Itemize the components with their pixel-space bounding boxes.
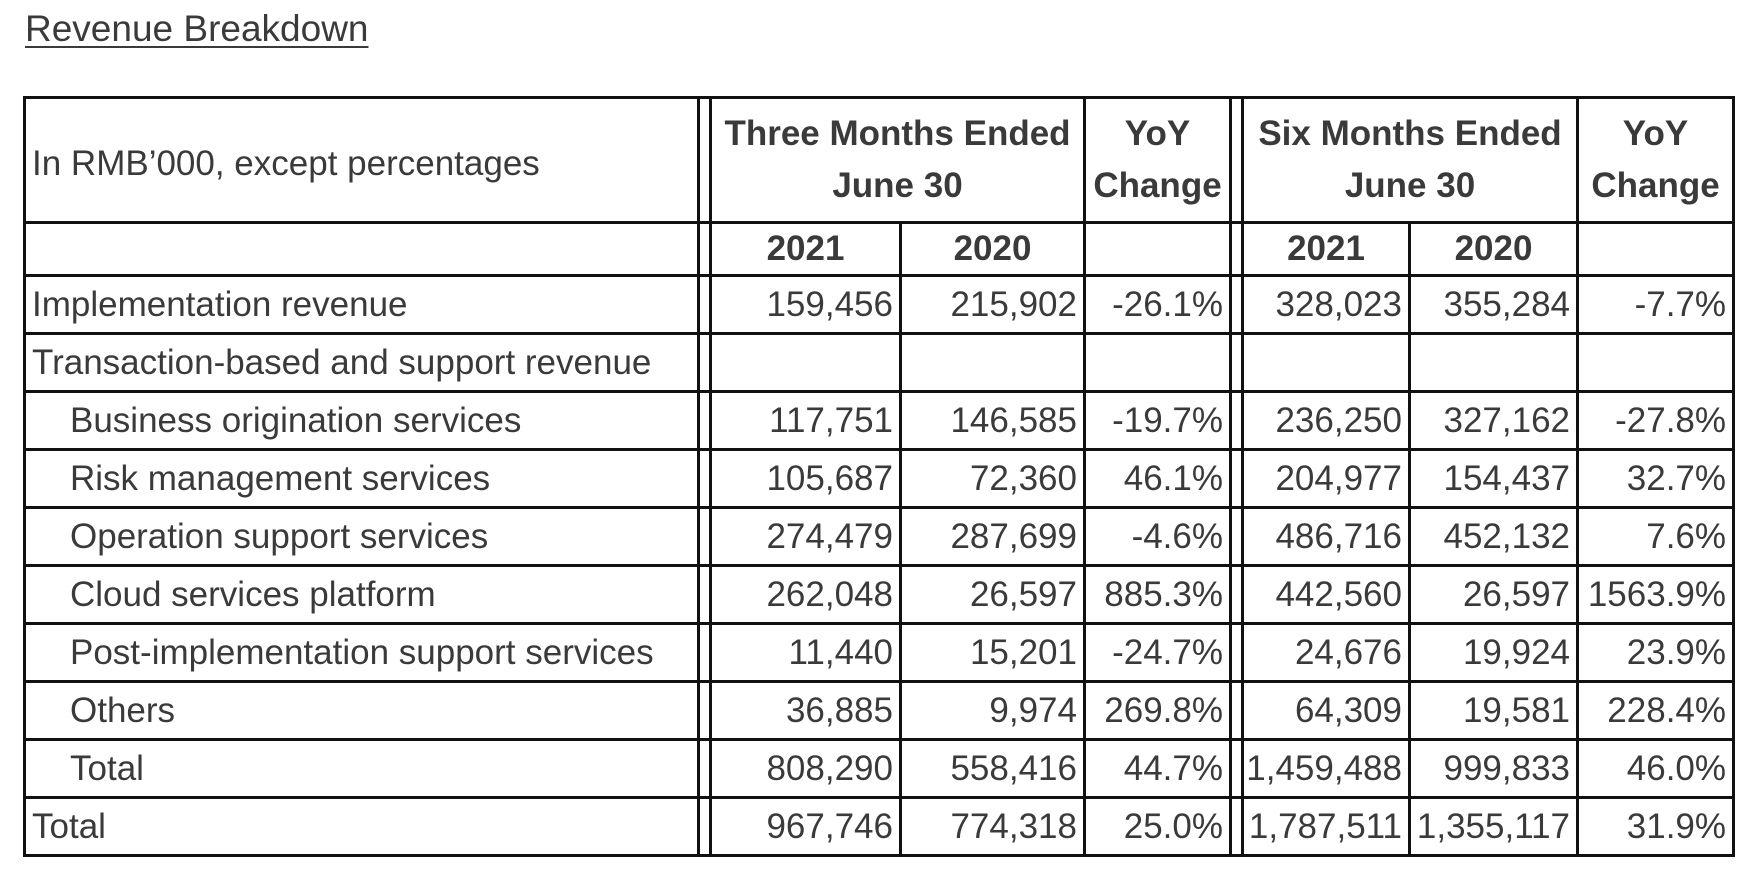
group-divider <box>1231 223 1243 276</box>
value-cell: 23.9% <box>1578 624 1734 682</box>
value-cell: 328,023 <box>1243 276 1410 334</box>
header-line: Six Months Ended <box>1258 114 1562 153</box>
year-header-3m-2020: 2020 <box>901 223 1085 276</box>
row-label: Total <box>25 798 699 856</box>
group-divider <box>699 276 711 334</box>
value-cell: 11,440 <box>711 624 901 682</box>
table-row <box>25 566 1734 624</box>
unit-label: In RMB’000, except percentages <box>25 98 699 223</box>
empty-cell <box>1578 223 1734 276</box>
year-header-6m-2021: 2021 <box>1243 223 1410 276</box>
value-cell: 72,360 <box>901 450 1085 508</box>
table-row <box>25 450 1734 508</box>
group-divider <box>1231 566 1243 624</box>
header-yoy-change-three-months <box>1085 98 1231 223</box>
value-cell: 262,048 <box>711 566 901 624</box>
value-cell: 1,355,117 <box>1410 798 1578 856</box>
header-row-years <box>25 223 1734 276</box>
group-divider <box>699 508 711 566</box>
value-cell: 64,309 <box>1243 682 1410 740</box>
table-body <box>25 276 1734 856</box>
value-cell <box>1578 334 1734 392</box>
value-cell: 26,597 <box>1410 566 1578 624</box>
value-cell: 452,132 <box>1410 508 1578 566</box>
value-cell: 215,902 <box>901 276 1085 334</box>
header-line: June 30 <box>832 166 963 205</box>
header-line: YoY <box>1622 114 1689 153</box>
value-cell: 154,437 <box>1410 450 1578 508</box>
group-divider <box>699 223 711 276</box>
group-divider <box>699 566 711 624</box>
value-cell: 32.7% <box>1578 450 1734 508</box>
group-divider <box>699 624 711 682</box>
header-six-months-ended <box>1243 98 1578 223</box>
value-cell: 7.6% <box>1578 508 1734 566</box>
row-label: Implementation revenue <box>25 276 699 334</box>
group-divider <box>1231 508 1243 566</box>
value-cell: 46.1% <box>1085 450 1231 508</box>
year-header-3m-2021: 2021 <box>711 223 901 276</box>
group-divider <box>1231 334 1243 392</box>
group-divider <box>699 98 711 223</box>
empty-cell <box>25 223 699 276</box>
value-cell: 159,456 <box>711 276 901 334</box>
value-cell: 36,885 <box>711 682 901 740</box>
value-cell <box>1243 334 1410 392</box>
value-cell <box>901 334 1085 392</box>
value-cell: 269.8% <box>1085 682 1231 740</box>
table-row <box>25 740 1734 798</box>
table-row <box>25 276 1734 334</box>
group-divider <box>699 682 711 740</box>
value-cell: 204,977 <box>1243 450 1410 508</box>
group-divider <box>1231 682 1243 740</box>
row-label: Business origination services <box>25 392 699 450</box>
value-cell: -7.7% <box>1578 276 1734 334</box>
table-row <box>25 508 1734 566</box>
value-cell <box>1410 334 1578 392</box>
value-cell: 25.0% <box>1085 798 1231 856</box>
page-title: Revenue Breakdown <box>25 8 369 49</box>
value-cell: 24,676 <box>1243 624 1410 682</box>
row-label: Operation support services <box>25 508 699 566</box>
value-cell: -19.7% <box>1085 392 1231 450</box>
value-cell: 15,201 <box>901 624 1085 682</box>
value-cell: 26,597 <box>901 566 1085 624</box>
value-cell: 1,787,511 <box>1243 798 1410 856</box>
table-row <box>25 624 1734 682</box>
value-cell: 19,924 <box>1410 624 1578 682</box>
value-cell: 1563.9% <box>1578 566 1734 624</box>
header-row-groups <box>25 98 1734 223</box>
value-cell: 19,581 <box>1410 682 1578 740</box>
value-cell: 287,699 <box>901 508 1085 566</box>
group-divider <box>1231 624 1243 682</box>
header-line: Three Months Ended <box>724 114 1071 153</box>
group-divider <box>1231 798 1243 856</box>
header-line: June 30 <box>1344 166 1476 205</box>
header-yoy-change-six-months <box>1578 98 1734 223</box>
row-label: Post-implementation support services <box>25 624 699 682</box>
group-divider <box>699 450 711 508</box>
value-cell: -4.6% <box>1085 508 1231 566</box>
value-cell: 9,974 <box>901 682 1085 740</box>
group-divider <box>699 798 711 856</box>
group-divider <box>699 740 711 798</box>
header-line: YoY <box>1124 114 1191 153</box>
value-cell: 1,459,488 <box>1243 740 1410 798</box>
row-label: Risk management services <box>25 450 699 508</box>
value-cell: 774,318 <box>901 798 1085 856</box>
table-row <box>25 682 1734 740</box>
empty-cell <box>1085 223 1231 276</box>
group-divider <box>1231 276 1243 334</box>
row-label: Cloud services platform <box>25 566 699 624</box>
value-cell: 44.7% <box>1085 740 1231 798</box>
value-cell: 46.0% <box>1578 740 1734 798</box>
value-cell: 999,833 <box>1410 740 1578 798</box>
value-cell: 31.9% <box>1578 798 1734 856</box>
group-divider <box>1231 392 1243 450</box>
year-header-6m-2020: 2020 <box>1410 223 1578 276</box>
value-cell: -27.8% <box>1578 392 1734 450</box>
value-cell <box>711 334 901 392</box>
row-label: Others <box>25 682 699 740</box>
group-divider <box>699 334 711 392</box>
value-cell: 486,716 <box>1243 508 1410 566</box>
value-cell: -24.7% <box>1085 624 1231 682</box>
value-cell: 146,585 <box>901 392 1085 450</box>
revenue-breakdown-table <box>23 96 1735 857</box>
value-cell: 228.4% <box>1578 682 1734 740</box>
table-row <box>25 798 1734 856</box>
table-row <box>25 392 1734 450</box>
value-cell: 808,290 <box>711 740 901 798</box>
value-cell: 885.3% <box>1085 566 1231 624</box>
group-divider <box>1231 740 1243 798</box>
group-divider <box>1231 98 1243 223</box>
value-cell: 236,250 <box>1243 392 1410 450</box>
value-cell: -26.1% <box>1085 276 1231 334</box>
value-cell: 117,751 <box>711 392 901 450</box>
header-line: Change <box>1093 166 1222 205</box>
value-cell: 327,162 <box>1410 392 1578 450</box>
value-cell: 558,416 <box>901 740 1085 798</box>
value-cell: 105,687 <box>711 450 901 508</box>
row-label: Transaction-based and support revenue <box>25 334 699 392</box>
value-cell: 274,479 <box>711 508 901 566</box>
group-divider <box>1231 450 1243 508</box>
value-cell: 442,560 <box>1243 566 1410 624</box>
header-three-months-ended <box>711 98 1085 223</box>
value-cell: 355,284 <box>1410 276 1578 334</box>
row-label: Total <box>25 740 699 798</box>
value-cell <box>1085 334 1231 392</box>
value-cell: 967,746 <box>711 798 901 856</box>
table-row <box>25 334 1734 392</box>
group-divider <box>699 392 711 450</box>
header-line: Change <box>1591 166 1720 205</box>
